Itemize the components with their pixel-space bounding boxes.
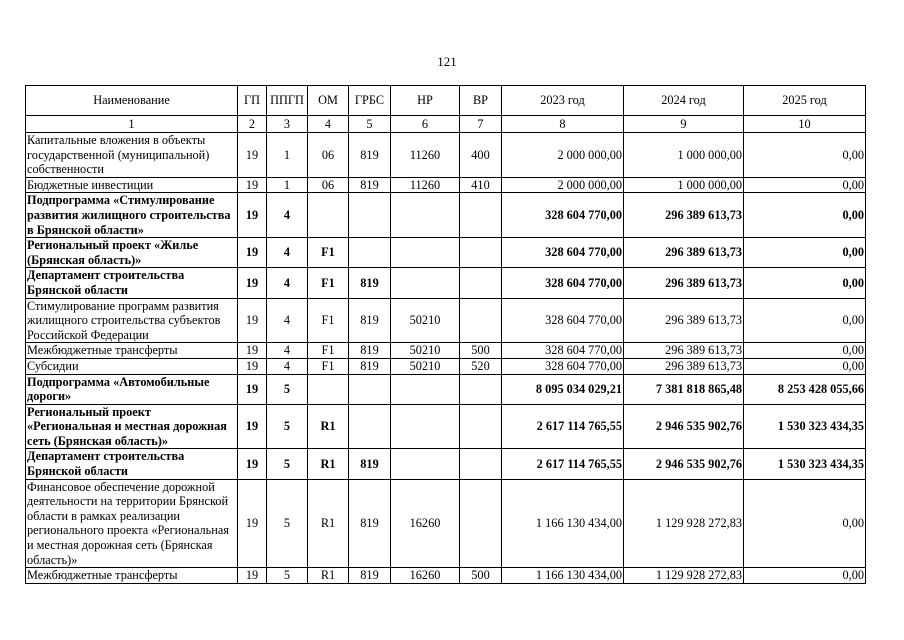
row-amount-2023: 328 604 770,00 <box>502 238 624 268</box>
row-ppgp: 5 <box>267 449 308 479</box>
row-amount-2023: 328 604 770,00 <box>502 358 624 374</box>
column-number: 7 <box>460 116 502 133</box>
table-row <box>26 238 866 268</box>
row-nr <box>391 449 460 479</box>
row-gp: 19 <box>238 268 267 298</box>
row-amount-2025: 0,00 <box>744 343 866 359</box>
table-row <box>26 193 866 238</box>
row-ppgp: 5 <box>267 404 308 449</box>
row-amount-2023: 2 000 000,00 <box>502 133 624 178</box>
row-grbs <box>349 374 391 404</box>
row-name: Финансовое обеспечение дорожной деятельности на территории Брянской области в рамках реализации регионального проекта «Региональная и местная дорожная сеть (Брянская область)» <box>26 479 238 568</box>
row-amount-2024: 7 381 818 865,48 <box>624 374 744 404</box>
row-gp: 19 <box>238 298 267 343</box>
row-nr <box>391 374 460 404</box>
row-name: Межбюджетные трансферты <box>26 343 238 359</box>
row-amount-2025: 0,00 <box>744 358 866 374</box>
row-amount-2025: 0,00 <box>744 177 866 193</box>
header-name: Наименование <box>26 86 238 116</box>
row-amount-2024: 2 946 535 902,76 <box>624 449 744 479</box>
row-grbs <box>349 193 391 238</box>
column-number: 2 <box>238 116 267 133</box>
row-amount-2023: 328 604 770,00 <box>502 298 624 343</box>
row-amount-2024: 1 129 928 272,83 <box>624 479 744 568</box>
row-name: Подпрограмма «Стимулирование развития жилищного строительства в Брянской области» <box>26 193 238 238</box>
row-vr <box>460 404 502 449</box>
row-gp: 19 <box>238 343 267 359</box>
row-grbs <box>349 238 391 268</box>
row-om: R1 <box>308 479 349 568</box>
row-ppgp: 4 <box>267 343 308 359</box>
row-om: 06 <box>308 177 349 193</box>
row-amount-2023: 2 000 000,00 <box>502 177 624 193</box>
row-amount-2024: 296 389 613,73 <box>624 343 744 359</box>
header-vr: ВР <box>460 86 502 116</box>
row-nr <box>391 404 460 449</box>
row-gp: 19 <box>238 449 267 479</box>
header-2025: 2025 год <box>744 86 866 116</box>
table-row <box>26 343 866 359</box>
header-nr: НР <box>391 86 460 116</box>
row-vr <box>460 374 502 404</box>
row-nr: 50210 <box>391 358 460 374</box>
header-ppgp: ППГП <box>267 86 308 116</box>
row-amount-2024: 296 389 613,73 <box>624 358 744 374</box>
column-number: 10 <box>744 116 866 133</box>
row-amount-2023: 328 604 770,00 <box>502 193 624 238</box>
row-amount-2025: 0,00 <box>744 193 866 238</box>
row-nr: 50210 <box>391 343 460 359</box>
row-name: Бюджетные инвестиции <box>26 177 238 193</box>
row-amount-2025: 0,00 <box>744 568 866 584</box>
row-grbs: 819 <box>349 177 391 193</box>
row-gp: 19 <box>238 133 267 178</box>
row-om: F1 <box>308 268 349 298</box>
row-amount-2025: 0,00 <box>744 298 866 343</box>
column-number: 5 <box>349 116 391 133</box>
table-row <box>26 404 866 449</box>
row-amount-2023: 2 617 114 765,55 <box>502 449 624 479</box>
row-name: Стимулирование программ развития жилищного строительства субъектов Российской Федерации <box>26 298 238 343</box>
row-grbs: 819 <box>349 568 391 584</box>
column-number: 6 <box>391 116 460 133</box>
row-vr <box>460 479 502 568</box>
row-ppgp: 4 <box>267 193 308 238</box>
row-amount-2024: 296 389 613,73 <box>624 298 744 343</box>
table-row <box>26 298 866 343</box>
row-grbs: 819 <box>349 298 391 343</box>
row-vr <box>460 193 502 238</box>
row-ppgp: 4 <box>267 268 308 298</box>
header-2024: 2024 год <box>624 86 744 116</box>
row-vr <box>460 268 502 298</box>
row-amount-2024: 296 389 613,73 <box>624 193 744 238</box>
row-nr: 11260 <box>391 177 460 193</box>
header-grbs: ГРБС <box>349 86 391 116</box>
row-vr: 500 <box>460 343 502 359</box>
row-ppgp: 4 <box>267 298 308 343</box>
row-nr: 50210 <box>391 298 460 343</box>
row-gp: 19 <box>238 177 267 193</box>
row-ppgp: 4 <box>267 358 308 374</box>
budget-table <box>25 85 866 584</box>
row-name: Субсидии <box>26 358 238 374</box>
row-amount-2024: 296 389 613,73 <box>624 238 744 268</box>
row-amount-2025: 0,00 <box>744 268 866 298</box>
table-row <box>26 358 866 374</box>
row-gp: 19 <box>238 479 267 568</box>
row-name: Департамент строительства Брянской области <box>26 268 238 298</box>
row-amount-2024: 2 946 535 902,76 <box>624 404 744 449</box>
row-grbs: 819 <box>349 479 391 568</box>
row-grbs: 819 <box>349 343 391 359</box>
header-row <box>26 86 866 116</box>
row-om: F1 <box>308 298 349 343</box>
row-om: F1 <box>308 238 349 268</box>
row-om: 06 <box>308 133 349 178</box>
row-name: Департамент строительства Брянской области <box>26 449 238 479</box>
column-number: 1 <box>26 116 238 133</box>
table-row <box>26 133 866 178</box>
row-amount-2024: 1 000 000,00 <box>624 177 744 193</box>
row-om: R1 <box>308 404 349 449</box>
table-row <box>26 568 866 584</box>
row-ppgp: 5 <box>267 568 308 584</box>
row-om: R1 <box>308 449 349 479</box>
column-number: 4 <box>308 116 349 133</box>
row-amount-2025: 0,00 <box>744 479 866 568</box>
row-name: Капитальные вложения в объекты государственной (муниципальной) собственности <box>26 133 238 178</box>
row-ppgp: 4 <box>267 238 308 268</box>
row-grbs: 819 <box>349 133 391 178</box>
row-vr <box>460 298 502 343</box>
row-grbs: 819 <box>349 449 391 479</box>
row-vr: 500 <box>460 568 502 584</box>
row-amount-2024: 1 129 928 272,83 <box>624 568 744 584</box>
row-amount-2025: 0,00 <box>744 133 866 178</box>
row-nr <box>391 268 460 298</box>
row-amount-2025: 8 253 428 055,66 <box>744 374 866 404</box>
row-grbs: 819 <box>349 358 391 374</box>
row-ppgp: 5 <box>267 479 308 568</box>
row-gp: 19 <box>238 238 267 268</box>
column-number: 9 <box>624 116 744 133</box>
row-grbs: 819 <box>349 268 391 298</box>
header-gp: ГП <box>238 86 267 116</box>
row-vr <box>460 449 502 479</box>
row-name: Подпрограмма «Автомобильные дороги» <box>26 374 238 404</box>
row-grbs <box>349 404 391 449</box>
row-om <box>308 193 349 238</box>
row-ppgp: 1 <box>267 177 308 193</box>
row-ppgp: 1 <box>267 133 308 178</box>
row-om: F1 <box>308 343 349 359</box>
row-name: Региональный проект «Региональная и местная дорожная сеть (Брянская область)» <box>26 404 238 449</box>
row-ppgp: 5 <box>267 374 308 404</box>
table-row <box>26 449 866 479</box>
table-row <box>26 374 866 404</box>
header-2023: 2023 год <box>502 86 624 116</box>
row-amount-2023: 328 604 770,00 <box>502 343 624 359</box>
table-row <box>26 268 866 298</box>
row-amount-2025: 0,00 <box>744 238 866 268</box>
row-gp: 19 <box>238 193 267 238</box>
row-amount-2024: 296 389 613,73 <box>624 268 744 298</box>
row-vr <box>460 238 502 268</box>
row-om <box>308 374 349 404</box>
row-name: Межбюджетные трансферты <box>26 568 238 584</box>
row-gp: 19 <box>238 374 267 404</box>
page-number: 121 <box>437 54 457 69</box>
row-amount-2024: 1 000 000,00 <box>624 133 744 178</box>
row-nr: 16260 <box>391 479 460 568</box>
row-gp: 19 <box>238 568 267 584</box>
row-vr: 520 <box>460 358 502 374</box>
row-vr: 410 <box>460 177 502 193</box>
row-amount-2025: 1 530 323 434,35 <box>744 449 866 479</box>
table-row <box>26 479 866 568</box>
table-body <box>26 86 866 584</box>
column-number: 8 <box>502 116 624 133</box>
row-vr: 400 <box>460 133 502 178</box>
row-amount-2023: 1 166 130 434,00 <box>502 568 624 584</box>
row-nr: 16260 <box>391 568 460 584</box>
row-gp: 19 <box>238 404 267 449</box>
row-amount-2023: 1 166 130 434,00 <box>502 479 624 568</box>
header-om: ОМ <box>308 86 349 116</box>
row-name: Региональный проект «Жилье (Брянская область)» <box>26 238 238 268</box>
row-nr <box>391 238 460 268</box>
row-amount-2023: 328 604 770,00 <box>502 268 624 298</box>
column-number-row <box>26 116 866 133</box>
row-amount-2023: 2 617 114 765,55 <box>502 404 624 449</box>
row-amount-2023: 8 095 034 029,21 <box>502 374 624 404</box>
row-nr: 11260 <box>391 133 460 178</box>
table-row <box>26 177 866 193</box>
row-om: F1 <box>308 358 349 374</box>
row-gp: 19 <box>238 358 267 374</box>
row-amount-2025: 1 530 323 434,35 <box>744 404 866 449</box>
column-number: 3 <box>267 116 308 133</box>
row-om: R1 <box>308 568 349 584</box>
row-nr <box>391 193 460 238</box>
